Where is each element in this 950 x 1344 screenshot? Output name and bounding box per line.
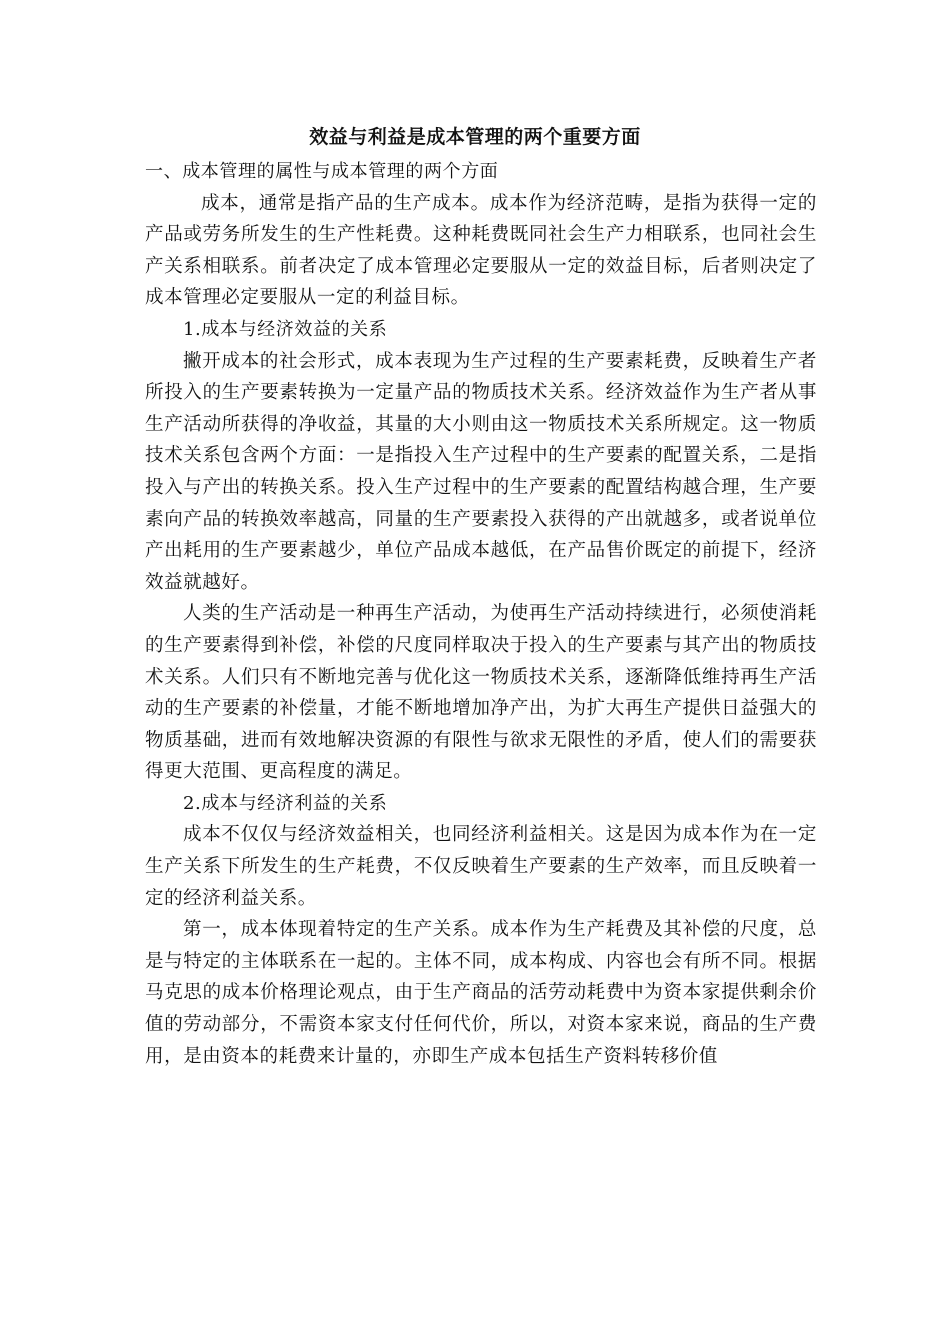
paragraph: 第一，成本体现着特定的生产关系。成本作为生产耗费及其补偿的尺度，总是与特定的主体联系在一起的。主体不同，成本构成、内容也会有所不同。根据马克思的成本价格理论观点，由于生产商品的活劳动耗费中为资本家提供剩余价值的劳动部分，不需资本家支付任何代价，所以，对资本家来说，商品的生产费用，是由资本的耗费来计量的，亦即生产成本包括生产资料转移价值	[145, 919, 817, 1067]
document-title: 效益与利益是成本管理的两个重要方面	[309, 126, 641, 148]
paragraph: 成本，通常是指产品的生产成本。成本作为经济范畴，是指为获得一定的产品或劳务所发生的生产性耗费。这种耗费既同社会生产力相联系，也同社会生产关系相联系。前者决定了成本管理必定要服从一定的效益目标，后者则决定了成本管理必定要服从一定的利益目标。	[145, 192, 817, 309]
sub-heading: 2.成本与经济利益的关系	[183, 792, 388, 814]
paragraph: 撇开成本的社会形式，成本表现为生产过程的生产要素耗费，反映着生产者所投入的生产要素转换为一定量产品的物质技术关系。经济效益作为生产者从事生产活动所获得的净收益，其量的大小则由这一物质技术关系所规定。这一物质技术关系包含两个方面：一是指投入生产过程中的生产要素的配置关系，二是指投入与产出的转换关系。投入生产过程中的生产要素的配置结构越合理，生产要素向产品的转换效率越高，同量的生产要素投入获得的产出就越多，或者说单位产出耗用的生产要素越少，单位产品成本越低，在产品售价既定的前提下，经济效益就越好。	[145, 350, 817, 593]
paragraph: 人类的生产活动是一种再生产活动，为使再生产活动持续进行，必须使消耗的生产要素得到补偿，补偿的尺度同样取决于投入的生产要素与其产出的物质技术关系。人们只有不断地完善与优化这一物质技术关系，逐渐降低维持再生产活动的生产要素的补偿量，才能不断地增加净产出，为扩大再生产提供日益强大的物质基础，进而有效地解决资源的有限性与欲求无限性的矛盾，使人们的需要获得更大范围、更高程度的满足。	[145, 603, 817, 783]
sub-heading: 1.成本与经济效益的关系	[183, 318, 388, 340]
paragraph: 成本不仅仅与经济效益相关，也同经济利益相关。这是因为成本作为在一定生产关系下所发生的生产耗费，不仅反映着生产要素的生产效率，而且反映着一定的经济利益关系。	[145, 824, 817, 909]
document-body	[145, 156, 817, 1072]
section-heading: 一、成本管理的属性与成本管理的两个方面	[145, 161, 499, 182]
